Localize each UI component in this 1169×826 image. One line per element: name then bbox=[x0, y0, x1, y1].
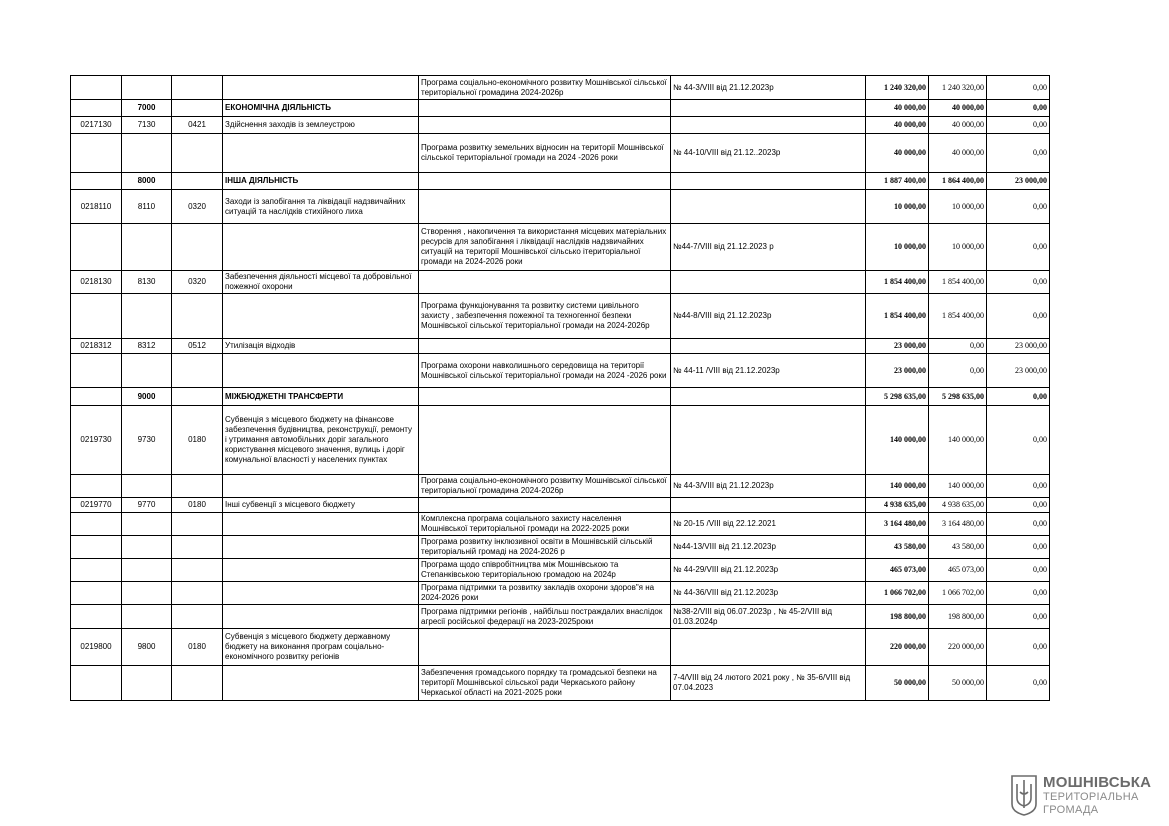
code-cell bbox=[71, 354, 122, 388]
special-fund-cell: 0,00 bbox=[987, 224, 1050, 271]
decision-cell bbox=[671, 406, 866, 475]
table-row bbox=[71, 666, 1050, 701]
code-cell: 0217130 bbox=[71, 117, 122, 134]
table-row bbox=[71, 629, 1050, 666]
table-row bbox=[71, 134, 1050, 173]
kfkvk-cell bbox=[172, 666, 223, 701]
program-cell bbox=[419, 388, 671, 406]
kfkvk-cell bbox=[172, 513, 223, 536]
table-row bbox=[71, 271, 1050, 294]
general-fund-cell: 198 800,00 bbox=[929, 605, 987, 629]
code-cell: 0218110 bbox=[71, 190, 122, 224]
total-cell: 1 240 320,00 bbox=[866, 76, 929, 100]
decision-cell: № 44-11 /VIII від 21.12.2023р bbox=[671, 354, 866, 388]
kfkvk-cell bbox=[172, 582, 223, 605]
general-fund-cell: 3 164 480,00 bbox=[929, 513, 987, 536]
name-cell: ЕКОНОМІЧНА ДІЯЛЬНІСТЬ bbox=[223, 100, 419, 117]
table-row bbox=[71, 536, 1050, 559]
name-cell: Забезпечення діяльності місцевої та добровільної пожежної охорони bbox=[223, 271, 419, 294]
func-code-cell: 7130 bbox=[122, 117, 172, 134]
kfkvk-cell: 0512 bbox=[172, 339, 223, 354]
decision-cell: № 44-3/VIII від 21.12.2023р bbox=[671, 76, 866, 100]
total-cell: 198 800,00 bbox=[866, 605, 929, 629]
special-fund-cell: 0,00 bbox=[987, 498, 1050, 513]
func-code-cell: 9800 bbox=[122, 629, 172, 666]
special-fund-cell: 23 000,00 bbox=[987, 173, 1050, 190]
program-cell: Програма щодо співробітництва між Мошнівською та Степанківською територіальною громадою на 2024р bbox=[419, 559, 671, 582]
kfkvk-cell bbox=[172, 224, 223, 271]
general-fund-cell: 1 240 320,00 bbox=[929, 76, 987, 100]
name-cell: ІНША ДІЯЛЬНІСТЬ bbox=[223, 173, 419, 190]
func-code-cell: 8130 bbox=[122, 271, 172, 294]
program-cell bbox=[419, 629, 671, 666]
special-fund-cell: 0,00 bbox=[987, 134, 1050, 173]
total-cell: 220 000,00 bbox=[866, 629, 929, 666]
special-fund-cell: 0,00 bbox=[987, 513, 1050, 536]
total-cell: 43 580,00 bbox=[866, 536, 929, 559]
special-fund-cell: 0,00 bbox=[987, 582, 1050, 605]
decision-cell: № 44-10/VIII від 21.12..2023р bbox=[671, 134, 866, 173]
func-code-cell bbox=[122, 475, 172, 498]
total-cell: 465 073,00 bbox=[866, 559, 929, 582]
special-fund-cell: 0,00 bbox=[987, 605, 1050, 629]
decision-cell: №38-2/VIII від 06.07.2023р , № 45-2/VIII від 01.03.2024р bbox=[671, 605, 866, 629]
total-cell: 10 000,00 bbox=[866, 190, 929, 224]
special-fund-cell: 0,00 bbox=[987, 559, 1050, 582]
program-cell: Комплексна програма соціального захисту населення Мошнівської територіальної громади на 2022-2025 роки bbox=[419, 513, 671, 536]
special-fund-cell: 0,00 bbox=[987, 666, 1050, 701]
program-cell: Програма охорони навколишнього середовища на території Мошнівської сільської територіальної громади на 2024 -2026 роки bbox=[419, 354, 671, 388]
name-cell: Інші субвенції з місцевого бюджету bbox=[223, 498, 419, 513]
special-fund-cell: 23 000,00 bbox=[987, 354, 1050, 388]
general-fund-cell: 465 073,00 bbox=[929, 559, 987, 582]
func-code-cell bbox=[122, 605, 172, 629]
kfkvk-cell: 0421 bbox=[172, 117, 223, 134]
code-cell bbox=[71, 100, 122, 117]
community-logo bbox=[1010, 773, 1160, 819]
decision-cell: №44-7/VIII від 21.12.2023 р bbox=[671, 224, 866, 271]
func-code-cell bbox=[122, 536, 172, 559]
func-code-cell: 9770 bbox=[122, 498, 172, 513]
decision-cell bbox=[671, 173, 866, 190]
name-cell bbox=[223, 536, 419, 559]
general-fund-cell: 0,00 bbox=[929, 339, 987, 354]
general-fund-cell: 40 000,00 bbox=[929, 134, 987, 173]
table-row bbox=[71, 117, 1050, 134]
general-fund-cell: 1 854 400,00 bbox=[929, 271, 987, 294]
special-fund-cell: 0,00 bbox=[987, 100, 1050, 117]
code-cell bbox=[71, 559, 122, 582]
total-cell: 40 000,00 bbox=[866, 117, 929, 134]
logo-line-3: ГРОМАДА bbox=[1043, 804, 1099, 816]
general-fund-cell: 140 000,00 bbox=[929, 406, 987, 475]
total-cell: 1 854 400,00 bbox=[866, 294, 929, 339]
kfkvk-cell bbox=[172, 76, 223, 100]
code-cell bbox=[71, 475, 122, 498]
program-cell bbox=[419, 339, 671, 354]
name-cell bbox=[223, 605, 419, 629]
section-row bbox=[71, 388, 1050, 406]
program-cell bbox=[419, 271, 671, 294]
total-cell: 40 000,00 bbox=[866, 134, 929, 173]
program-cell bbox=[419, 100, 671, 117]
code-cell bbox=[71, 134, 122, 173]
decision-cell bbox=[671, 339, 866, 354]
table-row bbox=[71, 294, 1050, 339]
total-cell: 1 887 400,00 bbox=[866, 173, 929, 190]
general-fund-cell: 10 000,00 bbox=[929, 190, 987, 224]
program-cell bbox=[419, 406, 671, 475]
kfkvk-cell: 0180 bbox=[172, 629, 223, 666]
code-cell bbox=[71, 173, 122, 190]
table-body bbox=[71, 76, 1050, 701]
decision-cell bbox=[671, 190, 866, 224]
total-cell: 23 000,00 bbox=[866, 354, 929, 388]
special-fund-cell: 0,00 bbox=[987, 388, 1050, 406]
general-fund-cell: 1 854 400,00 bbox=[929, 294, 987, 339]
special-fund-cell: 0,00 bbox=[987, 406, 1050, 475]
budget-programs-table bbox=[70, 75, 1050, 701]
general-fund-cell: 40 000,00 bbox=[929, 100, 987, 117]
table-row bbox=[71, 190, 1050, 224]
program-cell: Створення , накопичення та використання місцевих матеріальних ресурсів для запобігання і ліквідації наслідків надзвичайних ситуацій на території Мошнівської сільсько ітериторіальної громади на 2024-2026 роки bbox=[419, 224, 671, 271]
special-fund-cell: 0,00 bbox=[987, 475, 1050, 498]
general-fund-cell: 50 000,00 bbox=[929, 666, 987, 701]
name-cell: Здійснення заходів із землеустрою bbox=[223, 117, 419, 134]
name-cell: МІЖБЮДЖЕТНІ ТРАНСФЕРТИ bbox=[223, 388, 419, 406]
code-cell bbox=[71, 666, 122, 701]
special-fund-cell: 23 000,00 bbox=[987, 339, 1050, 354]
general-fund-cell: 4 938 635,00 bbox=[929, 498, 987, 513]
program-cell: Програма соціально-економічного розвитку Мошнівської сільської територіальної громадина 2024-2026р bbox=[419, 475, 671, 498]
program-cell bbox=[419, 117, 671, 134]
total-cell: 10 000,00 bbox=[866, 224, 929, 271]
code-cell bbox=[71, 294, 122, 339]
table-row bbox=[71, 475, 1050, 498]
code-cell bbox=[71, 582, 122, 605]
decision-cell: № 44-36/VIII від 21.12.2023р bbox=[671, 582, 866, 605]
name-cell bbox=[223, 666, 419, 701]
code-cell bbox=[71, 536, 122, 559]
name-cell: Утилізація відходів bbox=[223, 339, 419, 354]
func-code-cell: 8110 bbox=[122, 190, 172, 224]
func-code-cell: 8000 bbox=[122, 173, 172, 190]
general-fund-cell: 40 000,00 bbox=[929, 117, 987, 134]
general-fund-cell: 1 864 400,00 bbox=[929, 173, 987, 190]
special-fund-cell: 0,00 bbox=[987, 117, 1050, 134]
name-cell bbox=[223, 354, 419, 388]
name-cell bbox=[223, 134, 419, 173]
name-cell bbox=[223, 559, 419, 582]
table-row bbox=[71, 559, 1050, 582]
kfkvk-cell bbox=[172, 100, 223, 117]
func-code-cell bbox=[122, 582, 172, 605]
program-cell: Програма розвитку земельних відносин на території Мошнівської сільської територіальної громади на 2024 -2026 роки bbox=[419, 134, 671, 173]
section-row bbox=[71, 173, 1050, 190]
name-cell bbox=[223, 475, 419, 498]
logo-line-1: МОШНІВСЬКА bbox=[1043, 774, 1152, 791]
special-fund-cell: 0,00 bbox=[987, 294, 1050, 339]
table-row bbox=[71, 406, 1050, 475]
decision-cell: № 20-15 /VIII від 22.12.2021 bbox=[671, 513, 866, 536]
name-cell: Субвенція з місцевого бюджету на фінансове забезпечення будівництва, реконструкції, ремонту і утримання автомобільних доріг загального користування місцевого значення, вулиць і доріг комунальної власності у населених пунктах bbox=[223, 406, 419, 475]
func-code-cell: 7000 bbox=[122, 100, 172, 117]
program-cell: Програма підтримки регіонів , найбільш постраждалих внаслідок агресії російської федерації на 2023-2025роки bbox=[419, 605, 671, 629]
code-cell: 0218312 bbox=[71, 339, 122, 354]
decision-cell bbox=[671, 100, 866, 117]
special-fund-cell: 0,00 bbox=[987, 629, 1050, 666]
table-row bbox=[71, 339, 1050, 354]
func-code-cell bbox=[122, 666, 172, 701]
code-cell: 0219770 bbox=[71, 498, 122, 513]
name-cell bbox=[223, 513, 419, 536]
table-row bbox=[71, 76, 1050, 100]
func-code-cell bbox=[122, 294, 172, 339]
total-cell: 3 164 480,00 bbox=[866, 513, 929, 536]
decision-cell bbox=[671, 271, 866, 294]
func-code-cell: 9000 bbox=[122, 388, 172, 406]
special-fund-cell: 0,00 bbox=[987, 76, 1050, 100]
program-cell: Програма соціально-економічного розвитку Мошнівської сільської територіальної громадина 2024-2026р bbox=[419, 76, 671, 100]
total-cell: 50 000,00 bbox=[866, 666, 929, 701]
code-cell: 0219730 bbox=[71, 406, 122, 475]
name-cell bbox=[223, 76, 419, 100]
name-cell bbox=[223, 224, 419, 271]
name-cell: Субвенція з місцевого бюджету державному бюджету на виконання програм соціально-економічного розвитку регіонів bbox=[223, 629, 419, 666]
general-fund-cell: 1 066 702,00 bbox=[929, 582, 987, 605]
program-cell: Програма розвитку інклюзивної освіти в Мошнівській сільській територіальній громаді на 2024-2026 р bbox=[419, 536, 671, 559]
decision-cell bbox=[671, 629, 866, 666]
general-fund-cell: 5 298 635,00 bbox=[929, 388, 987, 406]
decision-cell: №44-8/VIII від 21.12.2023р bbox=[671, 294, 866, 339]
kfkvk-cell: 0180 bbox=[172, 498, 223, 513]
kfkvk-cell bbox=[172, 173, 223, 190]
special-fund-cell: 0,00 bbox=[987, 271, 1050, 294]
func-code-cell bbox=[122, 134, 172, 173]
table-row bbox=[71, 605, 1050, 629]
program-cell: Програма функціонування та розвитку системи цивільного захисту , забезпечення пожежної та техногенної безпеки Мошнівської сільської територіальної громади на 2024-2026р bbox=[419, 294, 671, 339]
func-code-cell bbox=[122, 76, 172, 100]
general-fund-cell: 220 000,00 bbox=[929, 629, 987, 666]
decision-cell bbox=[671, 117, 866, 134]
program-cell bbox=[419, 190, 671, 224]
table-row bbox=[71, 224, 1050, 271]
kfkvk-cell: 0320 bbox=[172, 271, 223, 294]
code-cell bbox=[71, 513, 122, 536]
kfkvk-cell bbox=[172, 134, 223, 173]
code-cell bbox=[71, 388, 122, 406]
program-cell: Програма підтримки та розвитку закладів охорони здоров"я на 2024-2026 роки bbox=[419, 582, 671, 605]
table-row bbox=[71, 513, 1050, 536]
func-code-cell: 8312 bbox=[122, 339, 172, 354]
general-fund-cell: 140 000,00 bbox=[929, 475, 987, 498]
func-code-cell: 9730 bbox=[122, 406, 172, 475]
decision-cell bbox=[671, 388, 866, 406]
name-cell: Заходи із запобігання та ліквідації надзвичайних ситуацій та наслідків стихійного лиха bbox=[223, 190, 419, 224]
table-row bbox=[71, 354, 1050, 388]
code-cell: 0218130 bbox=[71, 271, 122, 294]
decision-cell: №44-13/VIII від 21.12.2023р bbox=[671, 536, 866, 559]
trident-emblem-icon bbox=[1010, 774, 1038, 816]
func-code-cell bbox=[122, 354, 172, 388]
total-cell: 140 000,00 bbox=[866, 475, 929, 498]
code-cell bbox=[71, 76, 122, 100]
kfkvk-cell bbox=[172, 475, 223, 498]
total-cell: 1 854 400,00 bbox=[866, 271, 929, 294]
name-cell bbox=[223, 294, 419, 339]
decision-cell bbox=[671, 498, 866, 513]
kfkvk-cell bbox=[172, 559, 223, 582]
program-cell: Забезпечення громадського порядку та громадської безпеки на території Мошнівської сільської ради Черкаського району Черкаської області на 2021-2025 роки bbox=[419, 666, 671, 701]
total-cell: 23 000,00 bbox=[866, 339, 929, 354]
special-fund-cell: 0,00 bbox=[987, 536, 1050, 559]
decision-cell: 7-4/VIII від 24 лютого 2021 року , № 35-6/VIII від 07.04.2023 bbox=[671, 666, 866, 701]
code-cell: 0219800 bbox=[71, 629, 122, 666]
general-fund-cell: 0,00 bbox=[929, 354, 987, 388]
decision-cell: № 44-29/VIII від 21.12.2023р bbox=[671, 559, 866, 582]
kfkvk-cell: 0180 bbox=[172, 406, 223, 475]
section-row bbox=[71, 100, 1050, 117]
program-cell bbox=[419, 498, 671, 513]
code-cell bbox=[71, 224, 122, 271]
kfkvk-cell bbox=[172, 605, 223, 629]
kfkvk-cell: 0320 bbox=[172, 190, 223, 224]
general-fund-cell: 10 000,00 bbox=[929, 224, 987, 271]
total-cell: 140 000,00 bbox=[866, 406, 929, 475]
code-cell bbox=[71, 605, 122, 629]
logo-line-2: ТЕРИТОРІАЛЬНА bbox=[1043, 791, 1139, 803]
func-code-cell bbox=[122, 559, 172, 582]
total-cell: 40 000,00 bbox=[866, 100, 929, 117]
special-fund-cell: 0,00 bbox=[987, 190, 1050, 224]
program-cell bbox=[419, 173, 671, 190]
total-cell: 1 066 702,00 bbox=[866, 582, 929, 605]
total-cell: 4 938 635,00 bbox=[866, 498, 929, 513]
kfkvk-cell bbox=[172, 388, 223, 406]
func-code-cell bbox=[122, 513, 172, 536]
total-cell: 5 298 635,00 bbox=[866, 388, 929, 406]
kfkvk-cell bbox=[172, 536, 223, 559]
general-fund-cell: 43 580,00 bbox=[929, 536, 987, 559]
table-row bbox=[71, 498, 1050, 513]
func-code-cell bbox=[122, 224, 172, 271]
decision-cell: № 44-3/VIII від 21.12.2023р bbox=[671, 475, 866, 498]
name-cell bbox=[223, 582, 419, 605]
kfkvk-cell bbox=[172, 294, 223, 339]
kfkvk-cell bbox=[172, 354, 223, 388]
table-row bbox=[71, 582, 1050, 605]
